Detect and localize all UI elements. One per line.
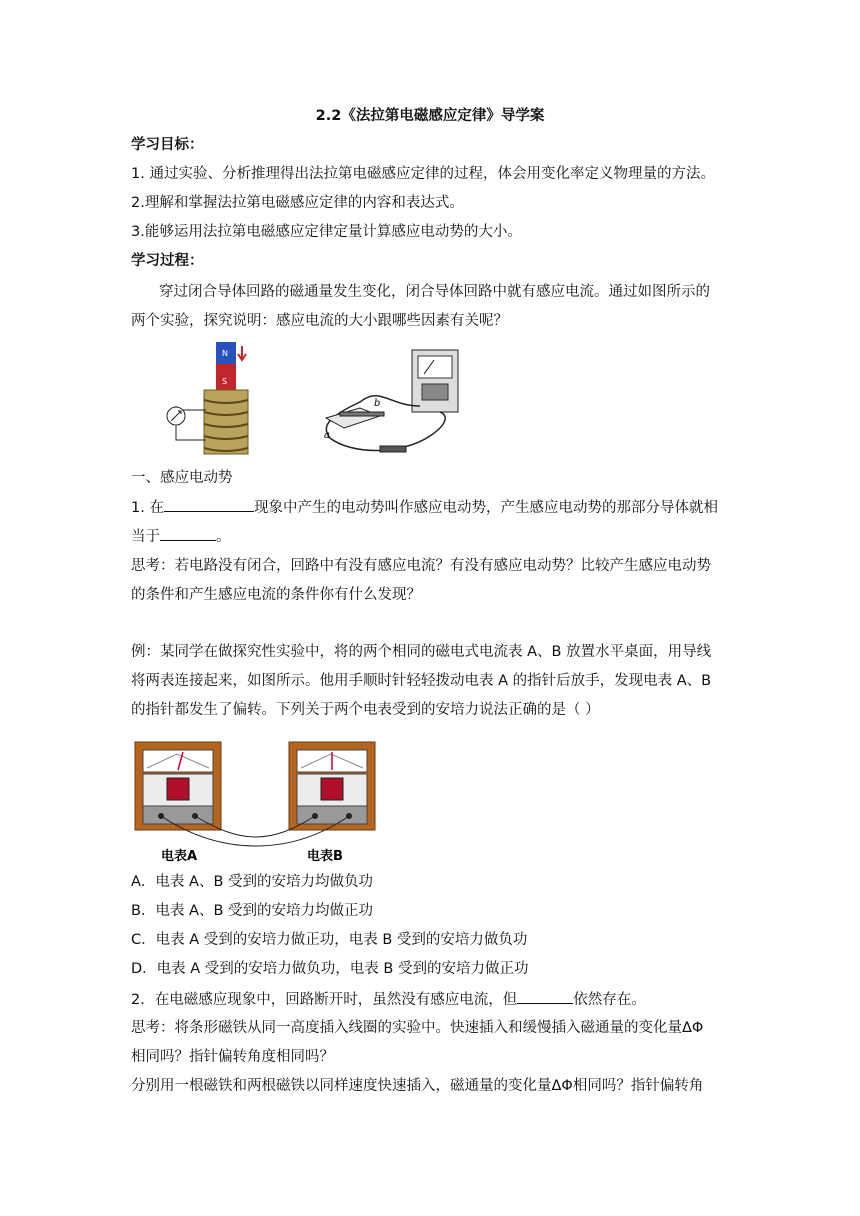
meter-b <box>289 742 375 830</box>
q1-mid: 现象中产生的电动势叫作感应电动势，产生感应电动势的那部分导体就相 <box>253 500 718 516</box>
q1-line2: 当于 <box>131 529 160 545</box>
two-meters-figure <box>131 738 379 864</box>
q2-suffix: 依然存在。 <box>573 992 646 1008</box>
example-text: 将两表连接起来，如图所示。他用手顺时针轻轻拨动电表 A 的指针后放手，发现电表 A、B <box>131 673 712 689</box>
meter-a <box>135 742 221 830</box>
q1-end: 。 <box>216 529 231 545</box>
q1-blank-1[interactable] <box>164 497 254 512</box>
intro-paragraph: 穿过闭合导体回路的磁通量发生变化，闭合导体回路中就有感应电流。通过如图所示的 <box>159 284 710 300</box>
meter-b-label: 电表B <box>307 849 343 864</box>
q1-blank-2[interactable] <box>160 526 216 541</box>
process-heading: 学习过程： <box>131 253 204 269</box>
think-2: 分别用一根磁铁和两根磁铁以同样速度快速插入，磁通量的变化量ΔΦ相同吗？指针偏转角 <box>131 1078 704 1094</box>
option-d[interactable]: D．电表 A 受到的安培力做负功，电表 B 受到的安培力做正功 <box>131 961 529 977</box>
think-1: 的条件和产生感应电流的条件你有什么发现？ <box>131 587 421 603</box>
label-b: b <box>374 398 381 409</box>
conductor-rod <box>340 412 384 416</box>
coil <box>204 390 248 454</box>
magnet-coil-figure <box>160 340 260 458</box>
switch <box>380 446 406 452</box>
down-arrow-icon <box>238 346 246 360</box>
question-1-line2 <box>131 526 231 547</box>
option-c[interactable]: C．电表 A 受到的安培力做正功，电表 B 受到的安培力做负功 <box>131 932 528 948</box>
think-2: 思考：将条形磁铁从同一高度插入线圈的实验中。快速插入和缓慢插入磁通量的变化量ΔΦ <box>131 1020 704 1036</box>
example-text: 例：某同学在做探究性实验中，将的两个相同的磁电式电流表 A、B 放置水平桌面，用导线 <box>131 644 712 660</box>
magnet-s-label: S <box>222 377 228 386</box>
think-2: 相同吗？指针偏转角度相同吗？ <box>131 1049 334 1065</box>
page-title: 2.2《法拉第电磁感应定律》导学案 <box>315 108 545 124</box>
q2-prefix: 2．在电磁感应现象中，回路断开时，虽然没有感应电流，但 <box>131 992 518 1008</box>
label-a: a <box>324 430 330 441</box>
question-1 <box>131 497 718 518</box>
section1-heading: 一、感应电动势 <box>131 470 233 486</box>
q2-blank[interactable] <box>517 989 573 1004</box>
think-1: 思考：若电路没有闭合，回路中有没有感应电流？有没有感应电动势？比较产生感应电动势 <box>131 558 711 574</box>
objective-item: 1. 通过实验、分析推理得出法拉第电磁感应定律的过程，体会用变化率定义物理量的方法。 <box>131 166 715 182</box>
magnet-n-label: N <box>222 349 228 358</box>
intro-paragraph: 两个实验，探究说明：感应电流的大小跟哪些因素有关呢？ <box>131 313 508 329</box>
option-a[interactable]: A．电表 A、B 受到的安培力均做负功 <box>131 874 374 890</box>
option-b[interactable]: B．电表 A、B 受到的安培力均做正功 <box>131 903 374 919</box>
q1-prefix: 1. 在 <box>131 500 164 516</box>
example-text: 的指针都发生了偏转。下列关于两个电表受到的安培力说法正确的是（ ） <box>131 702 600 718</box>
objective-item: 3.能够运用法拉第电磁感应定律定量计算感应电动势的大小。 <box>131 224 522 240</box>
objective-item: 2.理解和掌握法拉第电磁感应定律的内容和表达式。 <box>131 195 464 211</box>
meter-a-label: 电表A <box>161 849 198 864</box>
question-2 <box>131 989 646 1010</box>
rod-circuit-figure <box>320 346 460 458</box>
objectives-heading: 学习目标： <box>131 137 204 153</box>
